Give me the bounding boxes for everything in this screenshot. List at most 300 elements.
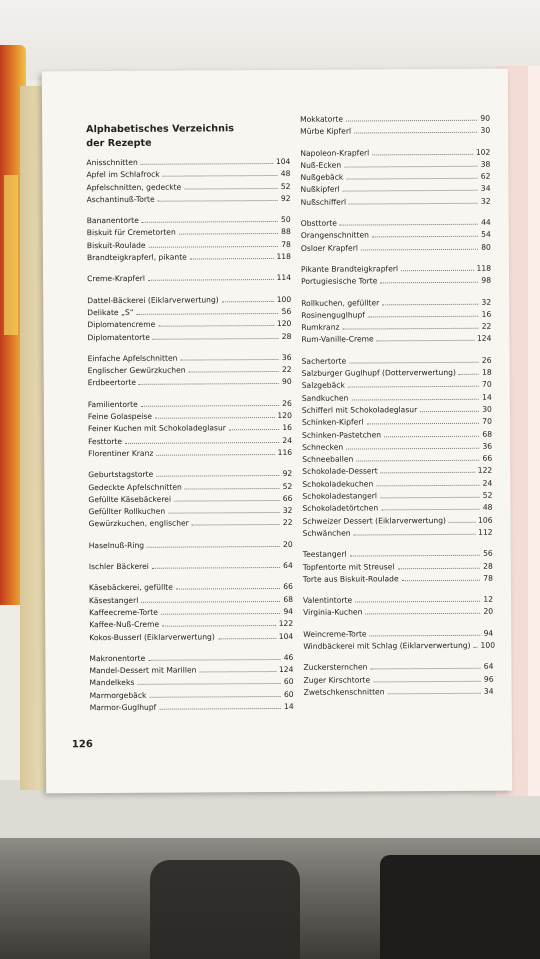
- dot-leader: [346, 448, 479, 450]
- dot-leader: [174, 500, 280, 502]
- recipe-page: 14: [283, 701, 294, 711]
- dot-leader: [168, 512, 280, 514]
- book-page: [42, 69, 512, 794]
- recipe-page: 124: [278, 664, 294, 675]
- recipe-name: Bananentorte: [86, 216, 139, 226]
- recipe-name: Ischler Bäckerei: [88, 561, 149, 572]
- recipe-name: Biskuit-Roulade: [86, 240, 146, 250]
- recipe-name: Pikante Brandteigkrapferl: [300, 264, 399, 274]
- foot-shadow-left: [150, 860, 300, 959]
- recipe-name: Diplomatencreme: [87, 320, 156, 330]
- dot-leader: [142, 221, 278, 223]
- recipe-name: Kokos-Busserl (Eiklarverwertung): [89, 631, 215, 642]
- dot-leader: [354, 534, 476, 536]
- index-entry: [300, 146, 490, 159]
- recipe-page: 14: [482, 392, 492, 402]
- recipe-name: Rum-Vanille-Creme: [301, 334, 374, 345]
- index-entry: [302, 367, 492, 380]
- index-entry: [87, 193, 291, 207]
- dot-leader: [149, 696, 281, 698]
- dot-leader: [376, 484, 479, 486]
- index-entry: [302, 490, 492, 503]
- dot-leader: [152, 567, 280, 569]
- recipe-page: 78: [281, 239, 291, 249]
- index-entry: [300, 113, 490, 126]
- recipe-name: Englischer Gewürzkuchen: [87, 365, 186, 376]
- recipe-name: Schokoladetörtchen: [302, 503, 379, 514]
- index-entry: [302, 502, 492, 515]
- recipe-name: Nußschifferl: [300, 197, 347, 207]
- dot-leader: [377, 340, 474, 342]
- dot-leader: [402, 580, 481, 581]
- recipe-name: Feiner Kuchen mit Schokoladeglasur: [87, 423, 226, 434]
- dot-leader: [185, 488, 280, 490]
- index-group: [88, 468, 292, 531]
- index-entry: [89, 560, 293, 574]
- recipe-page: 56: [483, 548, 493, 558]
- recipe-page: 44: [481, 217, 491, 227]
- page-number: 126: [71, 739, 93, 751]
- index-entry: [89, 539, 293, 553]
- index-entry: [303, 606, 493, 619]
- index-column-right: [300, 113, 494, 708]
- dot-leader: [218, 638, 276, 639]
- recipe-page: 118: [476, 263, 492, 273]
- recipe-name: Nußgebäck: [300, 172, 344, 183]
- index-entry: [301, 229, 491, 242]
- recipe-name: Apfel im Schlafrock: [86, 170, 160, 180]
- dot-leader: [176, 588, 280, 590]
- recipe-name: Aschantinuß-Torte: [86, 194, 155, 205]
- dot-leader: [343, 328, 479, 330]
- recipe-name: Gefüllter Rollkuchen: [88, 506, 166, 517]
- dot-leader: [381, 509, 480, 511]
- recipe-name: Festtorte: [88, 436, 123, 446]
- recipe-page: 16: [282, 423, 293, 433]
- dot-leader: [159, 708, 281, 710]
- dot-leader: [348, 386, 479, 388]
- recipe-name: Schnecken: [302, 442, 344, 452]
- index-entry: [302, 416, 492, 429]
- recipe-page: 26: [481, 355, 492, 365]
- index-entry: [89, 630, 293, 644]
- index-entry: [301, 217, 491, 230]
- dot-leader: [388, 693, 481, 695]
- recipe-page: 94: [283, 606, 294, 616]
- recipe-page: 114: [276, 273, 292, 283]
- index-entry: [303, 594, 493, 607]
- index-entry: [302, 391, 492, 404]
- recipe-page: 28: [483, 561, 493, 571]
- recipe-name: Feine Golaspeise: [87, 411, 153, 422]
- recipe-name: Makronentorte: [89, 653, 146, 663]
- index-heading-line2: der Rezepte: [86, 137, 152, 150]
- recipe-page: 98: [481, 275, 492, 286]
- index-group: [300, 146, 490, 209]
- recipe-name: Schinken-Pastetchen: [301, 429, 382, 440]
- recipe-name: Gedeckte Apfelschnitten: [88, 482, 182, 492]
- recipe-name: Brandteigkrapferl, pikante: [86, 252, 187, 263]
- dot-leader: [372, 153, 473, 155]
- recipe-name: Marmorgebäck: [89, 690, 147, 700]
- recipe-page: 90: [282, 377, 292, 387]
- recipe-name: Schweizer Dessert (Eiklarverwertung): [302, 515, 447, 526]
- index-entry: [301, 241, 491, 254]
- recipe-name: Delikate „S“: [87, 307, 134, 318]
- recipe-name: Zwetschkenschnitten: [303, 687, 385, 697]
- recipe-page: 22: [481, 321, 492, 331]
- index-group: [88, 352, 292, 390]
- index-entry: [302, 428, 492, 441]
- recipe-page: 32: [480, 196, 491, 206]
- index-entry: [301, 309, 491, 322]
- dot-leader: [125, 442, 279, 444]
- index-group: [301, 217, 491, 255]
- index-entry: [87, 251, 291, 265]
- recipe-page: 28: [281, 331, 292, 341]
- dot-leader: [381, 472, 475, 474]
- index-group: [87, 294, 291, 344]
- recipe-page: 70: [482, 416, 492, 426]
- index-group: [301, 263, 491, 289]
- dot-leader: [340, 224, 478, 226]
- recipe-page: 116: [277, 447, 293, 457]
- recipe-page: 34: [483, 686, 494, 696]
- recipe-page: 118: [276, 251, 291, 262]
- dot-leader: [148, 279, 274, 281]
- recipe-page: 88: [281, 227, 291, 237]
- dot-leader: [355, 601, 480, 603]
- index-heading: [86, 122, 290, 151]
- index-heading-line1: Alphabetisches Verzeichnis: [86, 123, 234, 136]
- dot-leader: [162, 625, 276, 627]
- recipe-page: 18: [481, 367, 492, 377]
- recipe-page: 60: [283, 689, 294, 699]
- recipe-name: Sandkuchen: [301, 393, 349, 403]
- recipe-name: Mürbe Kipferl: [300, 126, 352, 137]
- recipe-name: Mandelkeks: [89, 678, 135, 688]
- index-entry: [300, 183, 490, 196]
- index-group: [89, 652, 293, 715]
- recipe-page: 32: [282, 506, 293, 516]
- adjacent-book-edge: [528, 66, 540, 796]
- dot-leader: [180, 359, 278, 361]
- recipe-page: 62: [480, 171, 491, 181]
- index-group: [303, 627, 496, 653]
- recipe-page: 66: [482, 453, 493, 463]
- recipe-page: 120: [277, 410, 292, 421]
- dot-leader: [141, 601, 280, 603]
- recipe-page: 124: [476, 334, 492, 344]
- index-entry: [90, 701, 294, 715]
- index-group: [89, 560, 293, 574]
- recipe-name: Familientorte: [87, 399, 138, 409]
- recipe-name: Zuger Kirschtorte: [303, 675, 371, 685]
- dot-leader: [380, 497, 480, 499]
- index-entry: [303, 661, 493, 674]
- dot-leader: [474, 647, 478, 648]
- recipe-name: Napoleon-Krapferl: [300, 148, 370, 158]
- dot-leader: [137, 313, 279, 315]
- recipe-name: Schokolade-Dessert: [302, 466, 378, 477]
- dot-leader: [361, 248, 478, 250]
- index-entry: [302, 453, 492, 466]
- recipe-name: Rosinenguglhupf: [301, 310, 365, 320]
- recipe-name: Nußkipferl: [300, 185, 340, 195]
- index-entry: [300, 171, 490, 184]
- dot-leader: [141, 405, 279, 407]
- index-group: [301, 296, 491, 346]
- index-entry: [303, 560, 493, 573]
- recipe-name: Virginia-Kuchen: [303, 607, 363, 618]
- index-group: [89, 539, 293, 553]
- recipe-page: 120: [276, 319, 292, 329]
- recipe-name: Florentiner Kranz: [88, 448, 154, 459]
- index-entry: [88, 376, 292, 390]
- dot-leader: [161, 613, 281, 615]
- dot-leader: [156, 454, 274, 456]
- recipe-name: Rumkranz: [301, 322, 340, 333]
- index-entry: [303, 673, 493, 686]
- index-group: [89, 581, 293, 644]
- dot-leader: [349, 362, 479, 364]
- dot-leader: [344, 166, 478, 168]
- recipe-page: 48: [280, 169, 291, 179]
- index-entry: [302, 379, 492, 392]
- recipe-page: 104: [278, 631, 294, 641]
- index-entry: [301, 296, 491, 309]
- recipe-page: 26: [282, 398, 292, 408]
- recipe-name: Teestangerl: [302, 549, 347, 560]
- foot-shadow-right: [380, 855, 540, 959]
- recipe-name: Valentintorte: [303, 595, 353, 605]
- index-entry: [304, 686, 494, 699]
- recipe-name: Marmor-Guglhupf: [89, 702, 157, 713]
- dot-leader: [192, 524, 280, 526]
- recipe-name: Schwänchen: [302, 528, 351, 538]
- recipe-page: 38: [480, 159, 491, 169]
- recipe-page: 70: [482, 380, 492, 390]
- recipe-page: 92: [282, 469, 293, 479]
- index-entry: [300, 125, 490, 138]
- recipe-page: 52: [280, 181, 291, 191]
- recipe-name: Anisschnitten: [86, 157, 138, 168]
- index-entry: [301, 321, 491, 334]
- index-groups-left: [86, 156, 293, 715]
- recipe-page: 32: [481, 297, 492, 307]
- dot-leader: [141, 163, 273, 165]
- recipe-name: Erdbeertorte: [87, 378, 137, 388]
- recipe-name: Nuß-Ecken: [300, 160, 342, 170]
- recipe-name: Weincreme-Torte: [303, 629, 367, 639]
- dot-leader: [139, 383, 279, 385]
- dot-leader: [382, 303, 478, 305]
- index-entry: [87, 330, 291, 344]
- recipe-page: 24: [282, 435, 293, 445]
- recipe-name: Schifferl mit Schokoladeglasur: [301, 405, 418, 415]
- index-group: [86, 156, 290, 206]
- index-entry: [301, 195, 491, 208]
- recipe-page: 66: [283, 582, 293, 592]
- dot-leader: [372, 236, 478, 238]
- dot-leader: [149, 246, 279, 248]
- recipe-page: 22: [281, 365, 292, 375]
- dot-leader: [179, 233, 278, 235]
- recipe-name: Haselnuß-Ring: [88, 540, 145, 550]
- recipe-name: Windbäckerei mit Schlag (Eiklarverwertung): [303, 640, 471, 651]
- recipe-name: Kaffeecreme-Torte: [89, 607, 158, 618]
- recipe-name: Biskuit für Cremetorten: [86, 228, 176, 238]
- dot-leader: [222, 301, 274, 302]
- index-entry: [89, 517, 293, 531]
- dot-leader: [343, 190, 478, 192]
- recipe-name: Torte aus Biskuit-Roulade: [302, 574, 399, 584]
- index-column-left: [86, 122, 294, 724]
- index-entry: [301, 333, 491, 346]
- recipe-page: 92: [280, 193, 291, 203]
- recipe-page: 52: [282, 481, 293, 491]
- recipe-name: Orangenschnitten: [300, 230, 370, 241]
- dot-leader: [349, 203, 478, 205]
- recipe-page: 20: [282, 539, 293, 549]
- dot-leader: [368, 316, 479, 318]
- index-group: [88, 398, 292, 461]
- recipe-page: 100: [480, 640, 496, 650]
- dot-leader: [354, 132, 477, 134]
- recipe-page: 24: [482, 478, 493, 488]
- index-entry: [301, 275, 491, 288]
- recipe-page: 68: [283, 594, 294, 604]
- recipe-page: 60: [283, 677, 294, 687]
- dot-leader: [147, 546, 280, 548]
- dot-leader: [373, 680, 481, 682]
- dot-leader: [163, 175, 278, 177]
- dot-leader: [158, 325, 274, 327]
- dot-leader: [158, 200, 278, 202]
- index-entry: [303, 527, 493, 540]
- dot-leader: [155, 417, 274, 419]
- recipe-name: Dattel-Bäckerei (Eiklarverwertung): [87, 295, 219, 305]
- index-group: [87, 272, 291, 286]
- index-entry: [303, 548, 493, 561]
- recipe-page: 36: [281, 352, 292, 362]
- index-entry: [303, 640, 496, 653]
- dot-leader: [346, 178, 478, 180]
- recipe-name: Salzgebäck: [301, 380, 345, 391]
- dot-leader: [384, 435, 479, 437]
- index-entry: [303, 627, 493, 640]
- recipe-name: Mandel-Dessert mit Marillen: [89, 665, 197, 676]
- dot-leader: [346, 120, 477, 122]
- recipe-page: 80: [481, 242, 491, 252]
- index-entry: [302, 477, 492, 490]
- recipe-page: 122: [278, 619, 294, 629]
- recipe-page: 64: [483, 661, 494, 672]
- dot-leader: [459, 374, 479, 375]
- index-entry: [302, 404, 492, 417]
- index-group: [300, 113, 490, 139]
- dot-leader: [356, 460, 479, 462]
- recipe-page: 106: [478, 515, 493, 525]
- recipe-page: 46: [283, 652, 294, 662]
- index-group: [303, 548, 493, 586]
- recipe-name: Gefüllte Käsebäckerei: [88, 494, 172, 504]
- recipe-page: 52: [482, 490, 493, 500]
- index-group: [302, 354, 493, 540]
- index-entry: [302, 465, 492, 478]
- recipe-page: 94: [483, 628, 494, 638]
- recipe-page: 12: [483, 594, 494, 604]
- recipe-name: Käsestangerl: [89, 595, 139, 605]
- recipe-name: Einfache Apfelschnitten: [87, 353, 178, 364]
- recipe-page: 122: [477, 466, 493, 476]
- index-entry: [303, 514, 493, 527]
- dot-leader: [350, 555, 481, 557]
- recipe-name: Topfentorte mit Streusel: [302, 561, 395, 572]
- recipe-name: Salzburger Guglhupf (Dotterverwertung): [301, 367, 456, 378]
- recipe-name: Osloer Krapferl: [300, 243, 358, 253]
- recipe-page: 20: [483, 607, 494, 617]
- recipe-page: 36: [482, 441, 493, 451]
- recipe-page: 48: [482, 502, 493, 513]
- dot-leader: [229, 429, 279, 430]
- recipe-page: 104: [275, 156, 291, 167]
- dot-leader: [397, 567, 480, 569]
- index-entry: [302, 354, 492, 367]
- recipe-page: 68: [482, 429, 493, 439]
- recipe-name: Schneeballen: [302, 454, 354, 464]
- recipe-name: Creme-Krapferl: [87, 274, 146, 284]
- recipe-name: Schokoladekuchen: [302, 479, 374, 489]
- index-entry: [302, 441, 492, 454]
- recipe-page: 102: [475, 147, 491, 157]
- recipe-page: 22: [282, 518, 293, 528]
- index-group: [303, 661, 493, 699]
- dot-leader: [184, 188, 278, 190]
- recipe-name: Mokkatorte: [300, 114, 344, 124]
- recipe-name: Portugiesische Torte: [301, 276, 378, 287]
- recipe-page: 34: [480, 184, 491, 194]
- dot-leader: [190, 258, 274, 260]
- index-entry: [303, 572, 493, 585]
- recipe-name: Rollkuchen, gefüllter: [301, 297, 380, 308]
- index-entry: [88, 447, 292, 461]
- recipe-page: 16: [481, 309, 492, 319]
- recipe-page: 30: [480, 125, 491, 136]
- dot-leader: [365, 613, 480, 615]
- dot-leader: [137, 683, 281, 685]
- recipe-page: 100: [276, 294, 292, 304]
- recipe-name: Schinken-Kipferl: [301, 417, 364, 428]
- recipe-page: 78: [483, 573, 493, 583]
- recipe-page: 30: [482, 404, 492, 414]
- recipe-name: Diplomatentorte: [87, 332, 150, 342]
- recipe-page: 54: [481, 230, 491, 240]
- dot-leader: [148, 659, 280, 661]
- recipe-name: Käsebäckerei, gefüllte: [88, 582, 173, 593]
- index-entry: [301, 263, 491, 276]
- index-group: [303, 594, 493, 620]
- dot-leader: [351, 398, 479, 400]
- dot-leader: [420, 411, 479, 412]
- index-group: [87, 214, 291, 264]
- recipe-name: Apfelschnitten, gedeckte: [86, 182, 182, 192]
- dot-leader: [156, 475, 279, 477]
- recipe-page: 66: [282, 493, 293, 503]
- dot-leader: [401, 270, 473, 271]
- dot-leader: [370, 634, 481, 636]
- dot-leader: [370, 668, 480, 670]
